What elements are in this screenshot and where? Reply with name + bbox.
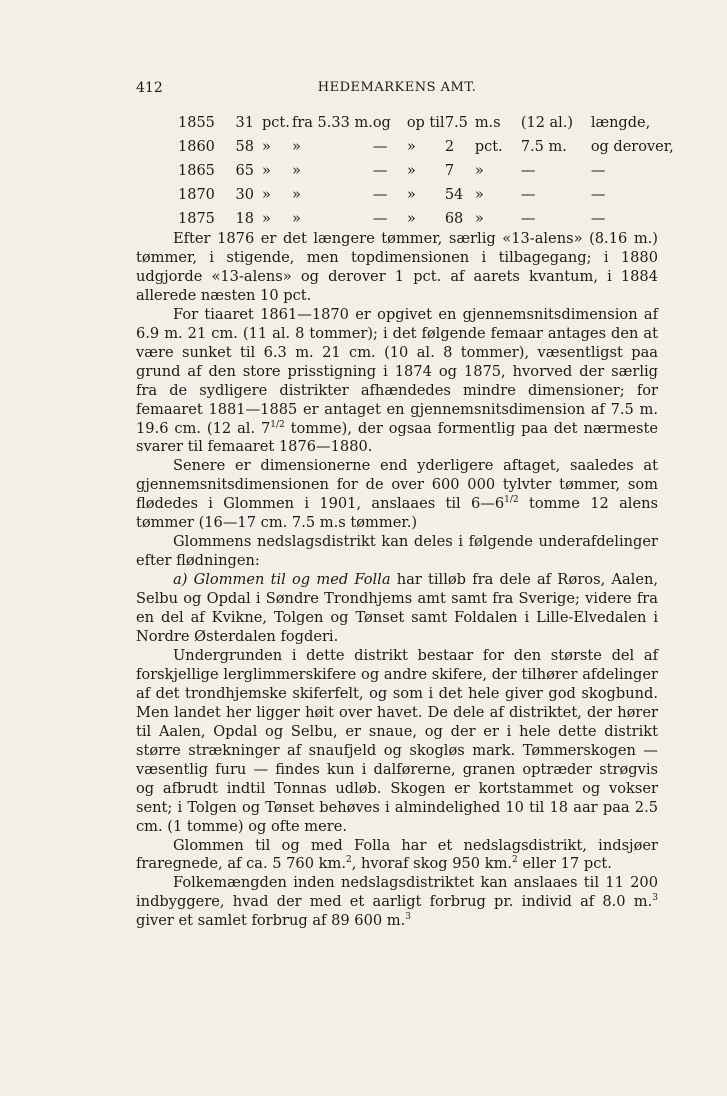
section-label: a) Glommen til og med Folla [173,571,391,589]
running-title: HEDEMARKENS AMT. [317,80,477,95]
paragraph: Efter 1876 er det længere tømmer, særlig «13-alens» (8.16 m.) tømmer, i stigende, men topdimensionen i tilbagegang; i 1880 udgjorde «13-alens» og derover 1 pct. af aarets kvantum, i 1884 allerede næsten 10 pct. [136,230,658,304]
table-cell: » [406,163,416,179]
table-cell: » [292,139,301,155]
table-cell: » [474,187,484,203]
table-cell: — [372,163,388,179]
table-cell: » [262,139,271,155]
table-cell: 7.5 m. [520,139,567,155]
table-cell: 30 [235,187,254,203]
table-cell: fra 5.33 m. [292,115,373,131]
table-row [178,115,674,139]
table-cell: 31 [235,115,254,131]
table-row [178,139,674,163]
table-cell: » [406,139,416,155]
table-cell: 58 [235,139,254,155]
table-cell: — [520,187,536,203]
table-cell: og derover, [590,139,674,155]
table-cell: — [590,211,606,227]
table-cell: — [590,187,606,203]
table-cell: — [520,163,536,179]
page-header [136,80,658,100]
table-cell: » [406,211,416,227]
table-cell: 1855 [178,115,215,131]
fraction: 1/2 [504,495,519,506]
table-cell: m.s [474,115,501,131]
table-cell: 1865 [178,163,215,179]
table-cell: » [262,163,271,179]
table-cell: 18 [235,211,254,227]
table-cell: — [520,211,536,227]
table-cell: » [262,187,271,203]
table-cell: op til [406,115,445,131]
table-cell: 54 [444,187,464,203]
paragraph: Senere er dimensionerne end yderligere aftaget, saaledes at gjennemsnitsdimensionen for de over 600 000 tylvter tømmer, som flødedes i Glommen i 1901, anslaaes til $6—6^{1/2}$ tomme 12 alens tømmer (16—17 cm. 7.5 m.s tømmer.) [136,457,658,532]
table-cell: » [262,211,271,227]
table-row [178,187,674,211]
table-row [178,163,674,187]
table-cell: » [474,163,484,179]
paragraph: Undergrunden i dette distrikt bestaar for den største del af forskjellige lerglimmerskifere og andre skifere, der tilhører afdelinger af det trondhjemske skiferfelt, og som i det hele giver god skogbund. Men landet her ligger høit over havet. De dele af distriktet, der hører til Aalen, Opdal og Selbu, er snaue, og der er i hele dette distrikt større strækninger af snaufjeld og skogløs mark. Tømmerskogen — væsentlig furu — findes kun i dalførerne, granen optræder strøgvis og afbrudt indtil Tonnas udløb. Skogen er kortstammet og vokser sent; i Tolgen og Tønset behøves i almindelighed 10 til 18 aar paa 2.5 cm. (1 tomme) og ofte mere. [136,646,658,835]
table-cell: » [474,211,484,227]
table-cell: 1870 [178,187,215,203]
table-cell: og [372,115,391,131]
table-cell: 7.5 [444,115,468,131]
table-cell: pct. [262,115,290,131]
table-cell: » [406,187,416,203]
table-cell: (12 al.) [520,115,574,131]
paragraph: a) Glommen til og med Folla har tilløb fra dele af Røros, Aalen, Selbu og Opdal i Søndre Trondhjems amt samt fra Sverige; videre fra en del af Kvikne, Tolgen og Tønset samt Foldalen i Lille-Elvedalen i Nordre Østerdalen fogderi. [136,571,658,646]
table-cell: » [292,187,301,203]
table-cell: pct. [474,139,503,155]
fraction: 1/2 [270,419,285,430]
paragraph: For tiaaret 1861—1870 er opgivet en gjennemsnitsdimension af 6.9 m. 21 cm. (11 al. 8 tommer); i det følgende femaar antages den at være sunket til 6.3 m. 21 cm. (10 al. 8 tommer), væsentligst paa grund af den store prisstigning i 1874 og 1875, hvorved der særlig fra de sydligere distrikter afhændedes mindre dimensioner; for femaaret 1881—1885 er antaget en gjennemsnitsdimension af 7.5 m. 19.6 cm. (12 al. $7^{1/2}$ tomme), der ogsaa formentlig paa det nærmeste svarer til femaaret 1876—1880. [136,305,659,456]
dimension-statistics-table [178,115,674,235]
table-cell: » [292,211,301,227]
table-cell: » [292,163,301,179]
table-cell: 68 [444,211,464,227]
table-cell: 7 [444,163,455,179]
body-text [136,230,658,931]
table-cell: — [372,139,388,155]
paragraph: Glommens nedslagsdistrikt kan deles i følgende underafdelinger efter flødningen: [136,533,658,570]
table-cell: længde, [590,115,651,131]
table-cell: 1875 [178,211,215,227]
paragraph: Glommen til og med Folla har et nedslagsdistrikt, indsjøer fraregnede, af ca. 5 760 km.$^2$, hvoraf skog 950 km.$^2$ eller 17 pct. [136,836,658,873]
paragraph: Folkemængden inden nedslagsdistriktet kan anslaaes til 11 200 indbyggere, hvad der med et aarligt forbrug pr. individ af 8.0 m.$^3$ giver et samlet forbrug af 89 600 m.$^3$ [136,874,658,930]
table-cell: 65 [235,163,254,179]
table-cell: 1860 [178,139,215,155]
table-cell: — [590,163,606,179]
table-cell: — [372,211,388,227]
page-number: 412 [136,80,163,96]
table-cell: — [372,187,388,203]
table-cell: 2 [444,139,455,155]
